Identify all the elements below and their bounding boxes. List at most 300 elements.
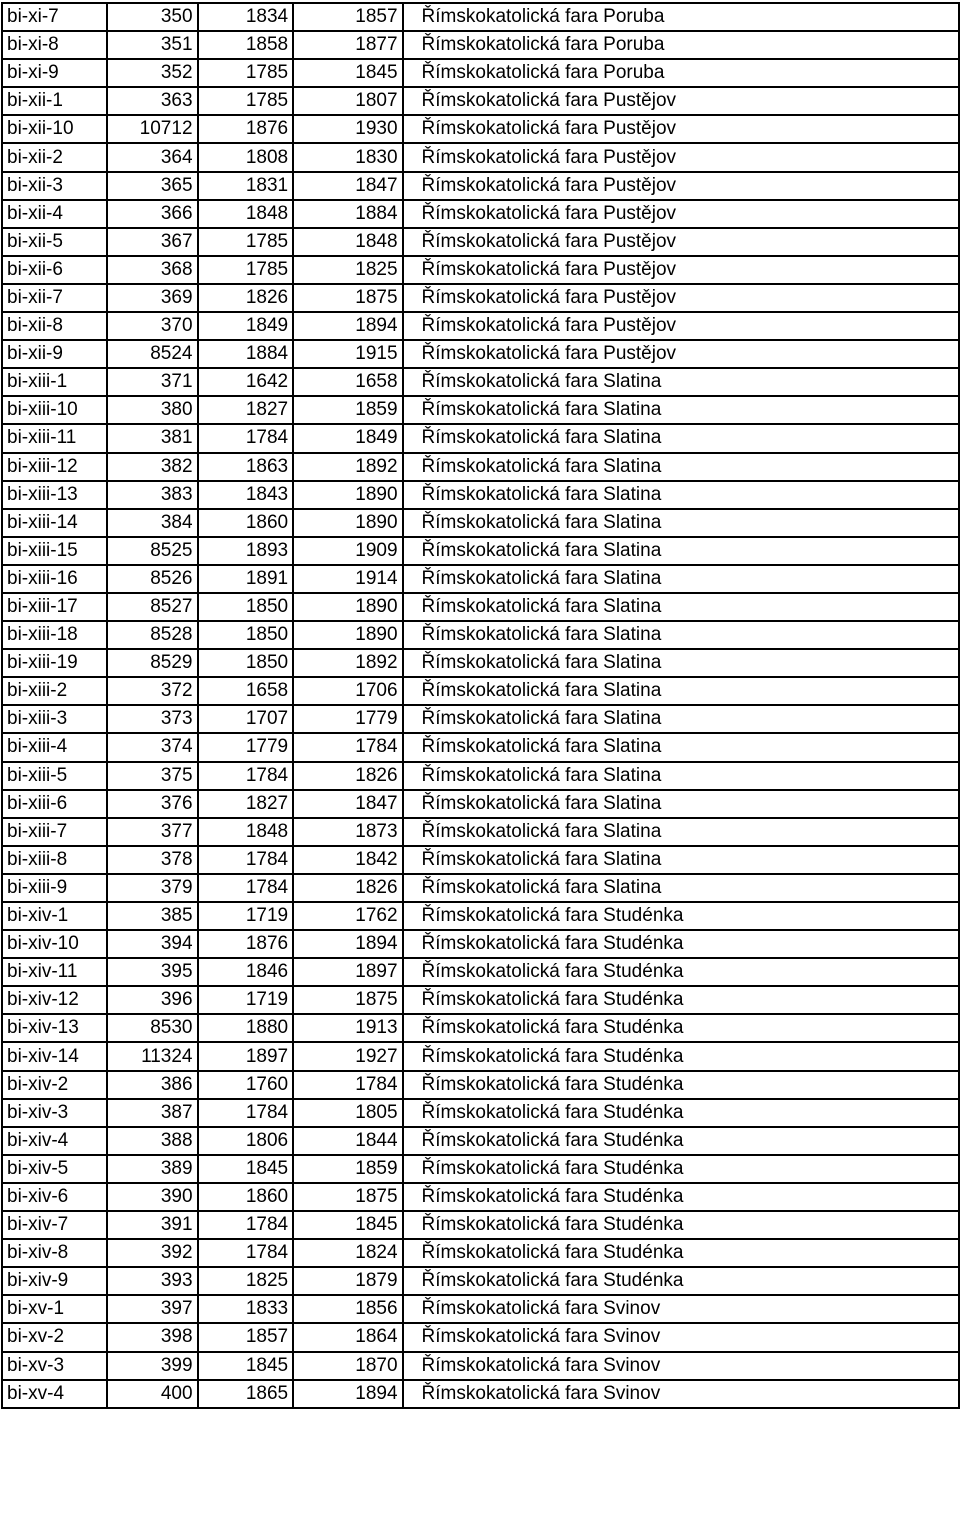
year-to-cell: 1847 (293, 790, 402, 818)
year-to-cell: 1890 (293, 593, 402, 621)
parish-name-cell: Římskokatolická fara Pustějov (403, 284, 959, 312)
table-row (2, 1239, 959, 1267)
signature-cell: bi-xv-1 (2, 1295, 107, 1323)
inventory-number-cell: 364 (107, 143, 198, 171)
year-from-cell: 1784 (198, 846, 294, 874)
signature-cell: bi-xv-4 (2, 1380, 107, 1408)
table-row (2, 1014, 959, 1042)
inventory-number-cell: 395 (107, 958, 198, 986)
inventory-number-cell: 390 (107, 1183, 198, 1211)
signature-cell: bi-xiv-3 (2, 1099, 107, 1127)
signature-cell: bi-xiv-14 (2, 1042, 107, 1070)
inventory-number-cell: 399 (107, 1352, 198, 1380)
inventory-number-cell: 352 (107, 59, 198, 87)
table-row (2, 200, 959, 228)
year-from-cell: 1876 (198, 930, 294, 958)
year-to-cell: 1897 (293, 958, 402, 986)
year-from-cell: 1891 (198, 565, 294, 593)
signature-cell: bi-xiii-16 (2, 565, 107, 593)
parish-name-cell: Římskokatolická fara Slatina (403, 621, 959, 649)
parish-name-cell: Římskokatolická fara Studénka (403, 1183, 959, 1211)
signature-cell: bi-xi-7 (2, 3, 107, 31)
year-to-cell: 1875 (293, 986, 402, 1014)
year-from-cell: 1846 (198, 958, 294, 986)
year-from-cell: 1658 (198, 677, 294, 705)
table-row (2, 1352, 959, 1380)
inventory-number-cell: 368 (107, 256, 198, 284)
signature-cell: bi-xv-3 (2, 1352, 107, 1380)
year-from-cell: 1785 (198, 59, 294, 87)
inventory-number-cell: 389 (107, 1155, 198, 1183)
inventory-number-cell: 386 (107, 1071, 198, 1099)
signature-cell: bi-xii-1 (2, 87, 107, 115)
signature-cell: bi-xiii-15 (2, 537, 107, 565)
year-from-cell: 1826 (198, 284, 294, 312)
year-to-cell: 1864 (293, 1323, 402, 1351)
parish-name-cell: Římskokatolická fara Slatina (403, 396, 959, 424)
table-row (2, 87, 959, 115)
signature-cell: bi-xiii-8 (2, 846, 107, 874)
signature-cell: bi-xiii-4 (2, 733, 107, 761)
parish-name-cell: Římskokatolická fara Slatina (403, 790, 959, 818)
signature-cell: bi-xii-6 (2, 256, 107, 284)
year-to-cell: 1870 (293, 1352, 402, 1380)
table-row (2, 1267, 959, 1295)
table-row (2, 1127, 959, 1155)
year-to-cell: 1892 (293, 453, 402, 481)
signature-cell: bi-xiv-12 (2, 986, 107, 1014)
table-row (2, 453, 959, 481)
signature-cell: bi-xiii-1 (2, 368, 107, 396)
year-from-cell: 1719 (198, 902, 294, 930)
parish-name-cell: Římskokatolická fara Pustějov (403, 340, 959, 368)
signature-cell: bi-xiv-9 (2, 1267, 107, 1295)
table-row (2, 902, 959, 930)
year-from-cell: 1806 (198, 1127, 294, 1155)
year-from-cell: 1784 (198, 762, 294, 790)
parish-name-cell: Římskokatolická fara Poruba (403, 59, 959, 87)
year-to-cell: 1892 (293, 649, 402, 677)
table-row (2, 256, 959, 284)
year-to-cell: 1877 (293, 31, 402, 59)
table-row (2, 509, 959, 537)
year-from-cell: 1850 (198, 621, 294, 649)
year-from-cell: 1897 (198, 1042, 294, 1070)
parish-name-cell: Římskokatolická fara Slatina (403, 846, 959, 874)
table-row (2, 1380, 959, 1408)
year-to-cell: 1857 (293, 3, 402, 31)
inventory-number-cell: 374 (107, 733, 198, 761)
year-from-cell: 1860 (198, 1183, 294, 1211)
table-row (2, 312, 959, 340)
year-to-cell: 1873 (293, 818, 402, 846)
year-from-cell: 1642 (198, 368, 294, 396)
table-row (2, 1155, 959, 1183)
parish-name-cell: Římskokatolická fara Slatina (403, 453, 959, 481)
table-row (2, 1183, 959, 1211)
year-from-cell: 1785 (198, 228, 294, 256)
parish-name-cell: Římskokatolická fara Poruba (403, 31, 959, 59)
table-row (2, 649, 959, 677)
signature-cell: bi-xiii-14 (2, 509, 107, 537)
table-row (2, 537, 959, 565)
signature-cell: bi-xiv-11 (2, 958, 107, 986)
table-row (2, 368, 959, 396)
parish-name-cell: Římskokatolická fara Slatina (403, 818, 959, 846)
year-to-cell: 1807 (293, 87, 402, 115)
table-row (2, 1211, 959, 1239)
table-row (2, 481, 959, 509)
table-row (2, 790, 959, 818)
year-to-cell: 1844 (293, 1127, 402, 1155)
year-from-cell: 1827 (198, 396, 294, 424)
parish-name-cell: Římskokatolická fara Svinov (403, 1380, 959, 1408)
year-to-cell: 1875 (293, 284, 402, 312)
signature-cell: bi-xii-4 (2, 200, 107, 228)
table-row (2, 677, 959, 705)
year-to-cell: 1930 (293, 115, 402, 143)
signature-cell: bi-xiii-10 (2, 396, 107, 424)
year-from-cell: 1825 (198, 1267, 294, 1295)
year-from-cell: 1860 (198, 509, 294, 537)
year-to-cell: 1914 (293, 565, 402, 593)
inventory-number-cell: 383 (107, 481, 198, 509)
inventory-number-cell: 369 (107, 284, 198, 312)
table-row (2, 762, 959, 790)
table-row (2, 846, 959, 874)
year-to-cell: 1884 (293, 200, 402, 228)
inventory-number-cell: 11324 (107, 1042, 198, 1070)
signature-cell: bi-xiv-10 (2, 930, 107, 958)
signature-cell: bi-xiv-13 (2, 1014, 107, 1042)
signature-cell: bi-xii-10 (2, 115, 107, 143)
year-from-cell: 1831 (198, 172, 294, 200)
inventory-number-cell: 367 (107, 228, 198, 256)
table-row (2, 818, 959, 846)
parish-name-cell: Římskokatolická fara Slatina (403, 733, 959, 761)
year-to-cell: 1847 (293, 172, 402, 200)
inventory-number-cell: 377 (107, 818, 198, 846)
year-to-cell: 1779 (293, 705, 402, 733)
parish-name-cell: Římskokatolická fara Slatina (403, 565, 959, 593)
year-to-cell: 1848 (293, 228, 402, 256)
year-from-cell: 1784 (198, 874, 294, 902)
inventory-number-cell: 8527 (107, 593, 198, 621)
year-to-cell: 1859 (293, 1155, 402, 1183)
inventory-number-cell: 393 (107, 1267, 198, 1295)
parish-name-cell: Římskokatolická fara Pustějov (403, 200, 959, 228)
year-to-cell: 1890 (293, 621, 402, 649)
parish-name-cell: Římskokatolická fara Studénka (403, 1239, 959, 1267)
parish-name-cell: Římskokatolická fara Studénka (403, 1042, 959, 1070)
records-table (1, 2, 960, 1409)
signature-cell: bi-xiv-8 (2, 1239, 107, 1267)
parish-name-cell: Římskokatolická fara Pustějov (403, 256, 959, 284)
year-from-cell: 1784 (198, 1239, 294, 1267)
inventory-number-cell: 366 (107, 200, 198, 228)
signature-cell: bi-xii-3 (2, 172, 107, 200)
parish-name-cell: Římskokatolická fara Studénka (403, 958, 959, 986)
table-row (2, 565, 959, 593)
signature-cell: bi-xiii-13 (2, 481, 107, 509)
inventory-number-cell: 376 (107, 790, 198, 818)
table-row (2, 424, 959, 452)
year-from-cell: 1848 (198, 200, 294, 228)
year-from-cell: 1848 (198, 818, 294, 846)
parish-name-cell: Římskokatolická fara Studénka (403, 1155, 959, 1183)
table-row (2, 958, 959, 986)
inventory-number-cell: 387 (107, 1099, 198, 1127)
inventory-number-cell: 370 (107, 312, 198, 340)
inventory-number-cell: 391 (107, 1211, 198, 1239)
signature-cell: bi-xii-8 (2, 312, 107, 340)
signature-cell: bi-xiv-2 (2, 1071, 107, 1099)
parish-name-cell: Římskokatolická fara Studénka (403, 902, 959, 930)
year-from-cell: 1784 (198, 1099, 294, 1127)
signature-cell: bi-xi-8 (2, 31, 107, 59)
table-row (2, 228, 959, 256)
parish-name-cell: Římskokatolická fara Slatina (403, 424, 959, 452)
year-to-cell: 1784 (293, 733, 402, 761)
parish-name-cell: Římskokatolická fara Slatina (403, 874, 959, 902)
year-from-cell: 1857 (198, 1323, 294, 1351)
year-to-cell: 1826 (293, 762, 402, 790)
inventory-number-cell: 397 (107, 1295, 198, 1323)
signature-cell: bi-xv-2 (2, 1323, 107, 1351)
year-from-cell: 1845 (198, 1155, 294, 1183)
year-to-cell: 1859 (293, 396, 402, 424)
year-to-cell: 1927 (293, 1042, 402, 1070)
year-from-cell: 1843 (198, 481, 294, 509)
table-row (2, 1099, 959, 1127)
records-table-body (2, 3, 959, 1408)
year-to-cell: 1805 (293, 1099, 402, 1127)
parish-name-cell: Římskokatolická fara Pustějov (403, 115, 959, 143)
table-row (2, 115, 959, 143)
inventory-number-cell: 384 (107, 509, 198, 537)
parish-name-cell: Římskokatolická fara Pustějov (403, 87, 959, 115)
inventory-number-cell: 380 (107, 396, 198, 424)
parish-name-cell: Římskokatolická fara Studénka (403, 1099, 959, 1127)
year-to-cell: 1894 (293, 1380, 402, 1408)
signature-cell: bi-xii-2 (2, 143, 107, 171)
year-from-cell: 1880 (198, 1014, 294, 1042)
signature-cell: bi-xiii-19 (2, 649, 107, 677)
table-row (2, 172, 959, 200)
signature-cell: bi-xiii-12 (2, 453, 107, 481)
year-to-cell: 1845 (293, 1211, 402, 1239)
inventory-number-cell: 8530 (107, 1014, 198, 1042)
signature-cell: bi-xiii-17 (2, 593, 107, 621)
inventory-number-cell: 8524 (107, 340, 198, 368)
parish-name-cell: Římskokatolická fara Slatina (403, 537, 959, 565)
inventory-number-cell: 385 (107, 902, 198, 930)
parish-name-cell: Římskokatolická fara Studénka (403, 1211, 959, 1239)
year-to-cell: 1894 (293, 930, 402, 958)
inventory-number-cell: 373 (107, 705, 198, 733)
parish-name-cell: Římskokatolická fara Svinov (403, 1352, 959, 1380)
year-to-cell: 1879 (293, 1267, 402, 1295)
signature-cell: bi-xiii-2 (2, 677, 107, 705)
parish-name-cell: Římskokatolická fara Studénka (403, 1071, 959, 1099)
year-from-cell: 1808 (198, 143, 294, 171)
signature-cell: bi-xiv-1 (2, 902, 107, 930)
signature-cell: bi-xiii-18 (2, 621, 107, 649)
year-to-cell: 1849 (293, 424, 402, 452)
year-to-cell: 1913 (293, 1014, 402, 1042)
parish-name-cell: Římskokatolická fara Pustějov (403, 228, 959, 256)
parish-name-cell: Římskokatolická fara Pustějov (403, 172, 959, 200)
year-to-cell: 1915 (293, 340, 402, 368)
table-row (2, 1323, 959, 1351)
signature-cell: bi-xiv-7 (2, 1211, 107, 1239)
inventory-number-cell: 8529 (107, 649, 198, 677)
year-to-cell: 1890 (293, 481, 402, 509)
year-from-cell: 1845 (198, 1352, 294, 1380)
signature-cell: bi-xiii-6 (2, 790, 107, 818)
inventory-number-cell: 8528 (107, 621, 198, 649)
table-row (2, 143, 959, 171)
inventory-number-cell: 8525 (107, 537, 198, 565)
year-from-cell: 1834 (198, 3, 294, 31)
signature-cell: bi-xiii-3 (2, 705, 107, 733)
table-row (2, 593, 959, 621)
table-row (2, 396, 959, 424)
inventory-number-cell: 381 (107, 424, 198, 452)
year-to-cell: 1894 (293, 312, 402, 340)
table-row (2, 621, 959, 649)
signature-cell: bi-xii-9 (2, 340, 107, 368)
inventory-number-cell: 398 (107, 1323, 198, 1351)
year-to-cell: 1784 (293, 1071, 402, 1099)
year-to-cell: 1909 (293, 537, 402, 565)
signature-cell: bi-xii-7 (2, 284, 107, 312)
table-row (2, 31, 959, 59)
parish-name-cell: Římskokatolická fara Slatina (403, 481, 959, 509)
table-row (2, 705, 959, 733)
parish-name-cell: Římskokatolická fara Pustějov (403, 143, 959, 171)
inventory-number-cell: 372 (107, 677, 198, 705)
table-row (2, 1042, 959, 1070)
parish-name-cell: Římskokatolická fara Pustějov (403, 312, 959, 340)
inventory-number-cell: 363 (107, 87, 198, 115)
inventory-number-cell: 351 (107, 31, 198, 59)
year-from-cell: 1865 (198, 1380, 294, 1408)
table-row (2, 284, 959, 312)
year-from-cell: 1719 (198, 986, 294, 1014)
year-from-cell: 1850 (198, 593, 294, 621)
year-from-cell: 1779 (198, 733, 294, 761)
year-to-cell: 1706 (293, 677, 402, 705)
parish-name-cell: Římskokatolická fara Studénka (403, 1267, 959, 1295)
year-to-cell: 1845 (293, 59, 402, 87)
inventory-number-cell: 375 (107, 762, 198, 790)
inventory-number-cell: 394 (107, 930, 198, 958)
year-from-cell: 1785 (198, 256, 294, 284)
inventory-number-cell: 8526 (107, 565, 198, 593)
signature-cell: bi-xiii-9 (2, 874, 107, 902)
year-from-cell: 1863 (198, 453, 294, 481)
parish-name-cell: Římskokatolická fara Studénka (403, 930, 959, 958)
signature-cell: bi-xiii-7 (2, 818, 107, 846)
inventory-number-cell: 379 (107, 874, 198, 902)
year-from-cell: 1893 (198, 537, 294, 565)
year-from-cell: 1876 (198, 115, 294, 143)
signature-cell: bi-xiii-11 (2, 424, 107, 452)
inventory-number-cell: 382 (107, 453, 198, 481)
year-from-cell: 1850 (198, 649, 294, 677)
inventory-number-cell: 365 (107, 172, 198, 200)
parish-name-cell: Římskokatolická fara Studénka (403, 1127, 959, 1155)
year-from-cell: 1760 (198, 1071, 294, 1099)
parish-name-cell: Římskokatolická fara Slatina (403, 762, 959, 790)
year-to-cell: 1842 (293, 846, 402, 874)
inventory-number-cell: 371 (107, 368, 198, 396)
year-from-cell: 1785 (198, 87, 294, 115)
year-from-cell: 1849 (198, 312, 294, 340)
year-from-cell: 1833 (198, 1295, 294, 1323)
inventory-number-cell: 396 (107, 986, 198, 1014)
signature-cell: bi-xiii-5 (2, 762, 107, 790)
parish-name-cell: Římskokatolická fara Slatina (403, 649, 959, 677)
table-row (2, 1071, 959, 1099)
parish-name-cell: Římskokatolická fara Studénka (403, 1014, 959, 1042)
year-to-cell: 1762 (293, 902, 402, 930)
table-row (2, 3, 959, 31)
table-row (2, 340, 959, 368)
year-from-cell: 1784 (198, 1211, 294, 1239)
inventory-number-cell: 388 (107, 1127, 198, 1155)
inventory-number-cell: 350 (107, 3, 198, 31)
parish-name-cell: Římskokatolická fara Poruba (403, 3, 959, 31)
inventory-number-cell: 392 (107, 1239, 198, 1267)
year-from-cell: 1858 (198, 31, 294, 59)
year-to-cell: 1658 (293, 368, 402, 396)
year-from-cell: 1884 (198, 340, 294, 368)
signature-cell: bi-xiv-5 (2, 1155, 107, 1183)
year-to-cell: 1875 (293, 1183, 402, 1211)
year-from-cell: 1784 (198, 424, 294, 452)
table-row (2, 59, 959, 87)
year-to-cell: 1825 (293, 256, 402, 284)
parish-name-cell: Římskokatolická fara Svinov (403, 1323, 959, 1351)
signature-cell: bi-xiv-4 (2, 1127, 107, 1155)
parish-name-cell: Římskokatolická fara Slatina (403, 593, 959, 621)
year-from-cell: 1827 (198, 790, 294, 818)
year-from-cell: 1707 (198, 705, 294, 733)
parish-name-cell: Římskokatolická fara Slatina (403, 705, 959, 733)
year-to-cell: 1824 (293, 1239, 402, 1267)
year-to-cell: 1830 (293, 143, 402, 171)
year-to-cell: 1826 (293, 874, 402, 902)
signature-cell: bi-xi-9 (2, 59, 107, 87)
year-to-cell: 1890 (293, 509, 402, 537)
inventory-number-cell: 10712 (107, 115, 198, 143)
parish-name-cell: Římskokatolická fara Slatina (403, 368, 959, 396)
table-row (2, 733, 959, 761)
signature-cell: bi-xii-5 (2, 228, 107, 256)
inventory-number-cell: 400 (107, 1380, 198, 1408)
year-to-cell: 1856 (293, 1295, 402, 1323)
table-row (2, 874, 959, 902)
signature-cell: bi-xiv-6 (2, 1183, 107, 1211)
parish-name-cell: Římskokatolická fara Studénka (403, 986, 959, 1014)
table-row (2, 930, 959, 958)
parish-name-cell: Římskokatolická fara Svinov (403, 1295, 959, 1323)
inventory-number-cell: 378 (107, 846, 198, 874)
parish-name-cell: Římskokatolická fara Slatina (403, 677, 959, 705)
table-row (2, 986, 959, 1014)
